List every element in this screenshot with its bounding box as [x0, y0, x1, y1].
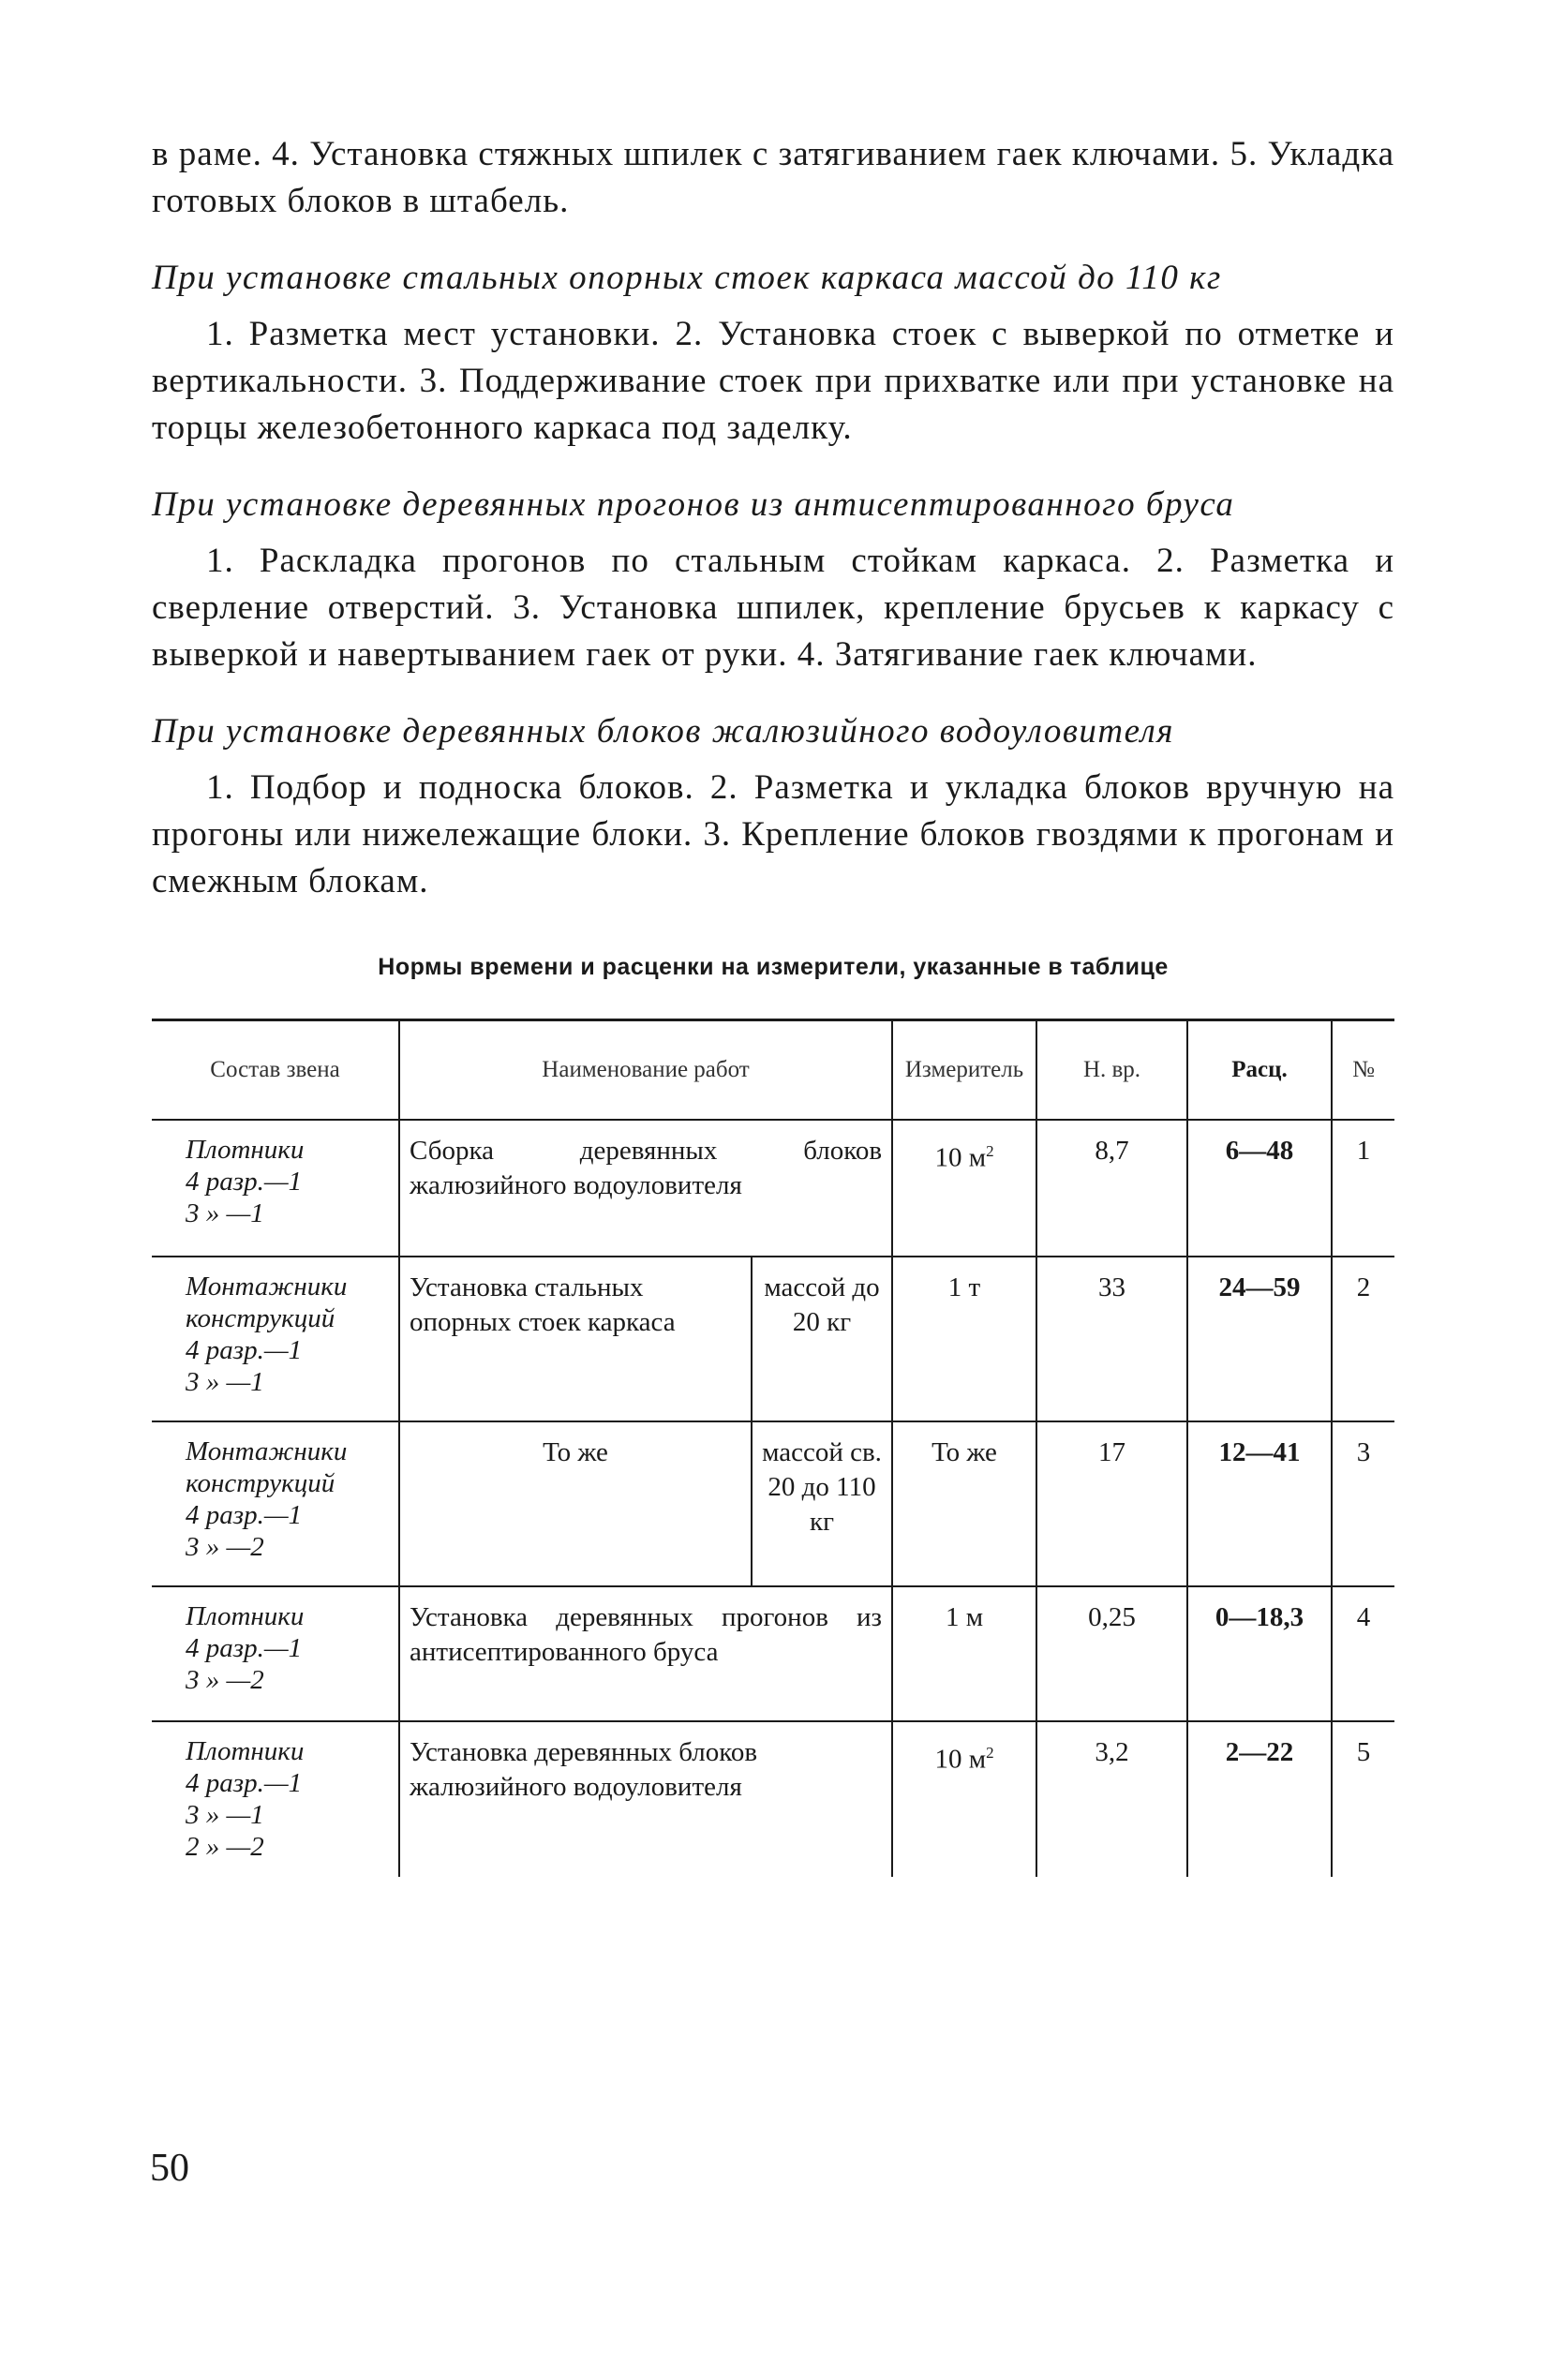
crew-line: конструкций — [186, 1303, 335, 1333]
norms-table — [152, 1019, 1394, 1877]
table-row — [152, 1586, 1394, 1721]
table-header-row — [152, 1020, 1394, 1121]
unit-cell: 10 $м^2$ — [892, 1120, 1036, 1257]
price-cell: 0—18,3 — [1187, 1586, 1332, 1721]
crew-line: 4 разр.—1 — [186, 1167, 303, 1197]
crew-line: Монтажники — [186, 1272, 348, 1302]
crew-line: 3 » —2 — [186, 1532, 264, 1562]
crew-cell — [152, 1257, 399, 1421]
table-row — [152, 1120, 1394, 1257]
header-time: Н. вр. — [1036, 1020, 1187, 1121]
price-cell: 6—48 — [1187, 1120, 1332, 1257]
section-heading-louver-blocks: При установке деревянных блоков жалюзийного водоуловителя — [152, 712, 1174, 751]
crew-line: 3 » —1 — [186, 1800, 264, 1830]
crew-cell — [152, 1586, 399, 1721]
price-cell: 12—41 — [1187, 1421, 1332, 1586]
mass-cell: массой св. 20 до 110 кг — [752, 1421, 892, 1586]
section-heading-steel-posts: При установке стальных опорных стоек каркаса массой до 110 кг — [152, 259, 1222, 297]
price-cell: 24—59 — [1187, 1257, 1332, 1421]
unit-cell: 1 м — [892, 1586, 1036, 1721]
crew-cell — [152, 1421, 399, 1586]
work-cell: То же — [399, 1421, 752, 1586]
work-cell: Установка деревянных прогонов из антисептированного бруса — [399, 1586, 892, 1721]
crew-line: 3 » —2 — [186, 1665, 264, 1695]
number-cell: 3 — [1332, 1421, 1394, 1586]
crew-line: 4 разр.—1 — [186, 1500, 303, 1530]
time-cell: 33 — [1036, 1257, 1187, 1421]
crew-line: Монтажники — [186, 1436, 348, 1466]
paragraph-continuation: в раме. 4. Установка стяжных шпилек с затягиванием гаек ключами. 5. Укладка готовых блоков в штабель. — [152, 135, 1394, 220]
number-cell: 2 — [1332, 1257, 1394, 1421]
crew-cell — [152, 1721, 399, 1877]
header-work: Наименование работ — [399, 1020, 892, 1121]
time-cell: 8,7 — [1036, 1120, 1187, 1257]
unit-cell: То же — [892, 1421, 1036, 1586]
paragraph-louver-blocks: 1. Подбор и подноска блоков. 2. Разметка и укладка блоков вручную на прогоны или нижележащие блоки. 3. Крепление блоков гвоздями к прогонам и смежным блокам. — [152, 768, 1394, 900]
crew-line: Плотники — [186, 1135, 305, 1165]
work-cell: Установка стальных опорных стоек каркаса — [399, 1257, 752, 1421]
crew-line: 2 » —2 — [186, 1832, 264, 1862]
table-row — [152, 1721, 1394, 1877]
number-cell: 4 — [1332, 1586, 1394, 1721]
crew-line: Плотники — [186, 1601, 305, 1631]
header-number: № — [1332, 1020, 1394, 1121]
header-price: Расц. — [1187, 1020, 1332, 1121]
page-number: 50 — [150, 2147, 189, 2190]
crew-line: 4 разр.—1 — [186, 1335, 303, 1365]
section-heading-wooden-purlins: При установке деревянных прогонов из антисептированного бруса — [152, 485, 1235, 524]
mass-cell: массой до 20 кг — [752, 1257, 892, 1421]
paragraph-wooden-purlins: 1. Раскладка прогонов по стальным стойкам каркаса. 2. Разметка и сверление отверстий. 3. Установка шпилек, крепление брусьев к каркасу с выверкой и навертыванием гаек от руки. 4. Затягивание гаек ключами. — [152, 542, 1394, 674]
number-cell: 1 — [1332, 1120, 1394, 1257]
header-crew: Состав звена — [152, 1020, 399, 1121]
page-content — [152, 131, 1394, 1877]
crew-line: 4 разр.—1 — [186, 1633, 303, 1663]
crew-line: 3 » —1 — [186, 1367, 264, 1397]
time-cell: 0,25 — [1036, 1586, 1187, 1721]
header-unit: Измеритель — [892, 1020, 1036, 1121]
number-cell: 5 — [1332, 1721, 1394, 1877]
crew-line: Плотники — [186, 1736, 305, 1766]
work-cell: Установка деревянных блоков жалюзийного водоуловителя — [399, 1721, 892, 1877]
time-cell: 17 — [1036, 1421, 1187, 1586]
time-cell: 3,2 — [1036, 1721, 1187, 1877]
table-row — [152, 1421, 1394, 1586]
unit-cell: 10 $м^2$ — [892, 1721, 1036, 1877]
work-cell: Сборка деревянных блоков жалюзийного водоуловителя — [399, 1120, 892, 1257]
crew-cell — [152, 1120, 399, 1257]
unit-cell: 1 т — [892, 1257, 1036, 1421]
table-row — [152, 1257, 1394, 1421]
crew-line: 3 » —1 — [186, 1198, 264, 1228]
table-title: Нормы времени и расценки на измерители, указанные в таблице — [378, 954, 1169, 980]
price-cell: 2—22 — [1187, 1721, 1332, 1877]
crew-line: 4 разр.—1 — [186, 1768, 303, 1798]
paragraph-steel-posts: 1. Разметка мест установки. 2. Установка стоек с выверкой по отметке и вертикальности. 3. Поддерживание стоек при прихватке или при установке на торцы железобетонного каркаса под заделку. — [152, 315, 1394, 447]
crew-line: конструкций — [186, 1468, 335, 1498]
